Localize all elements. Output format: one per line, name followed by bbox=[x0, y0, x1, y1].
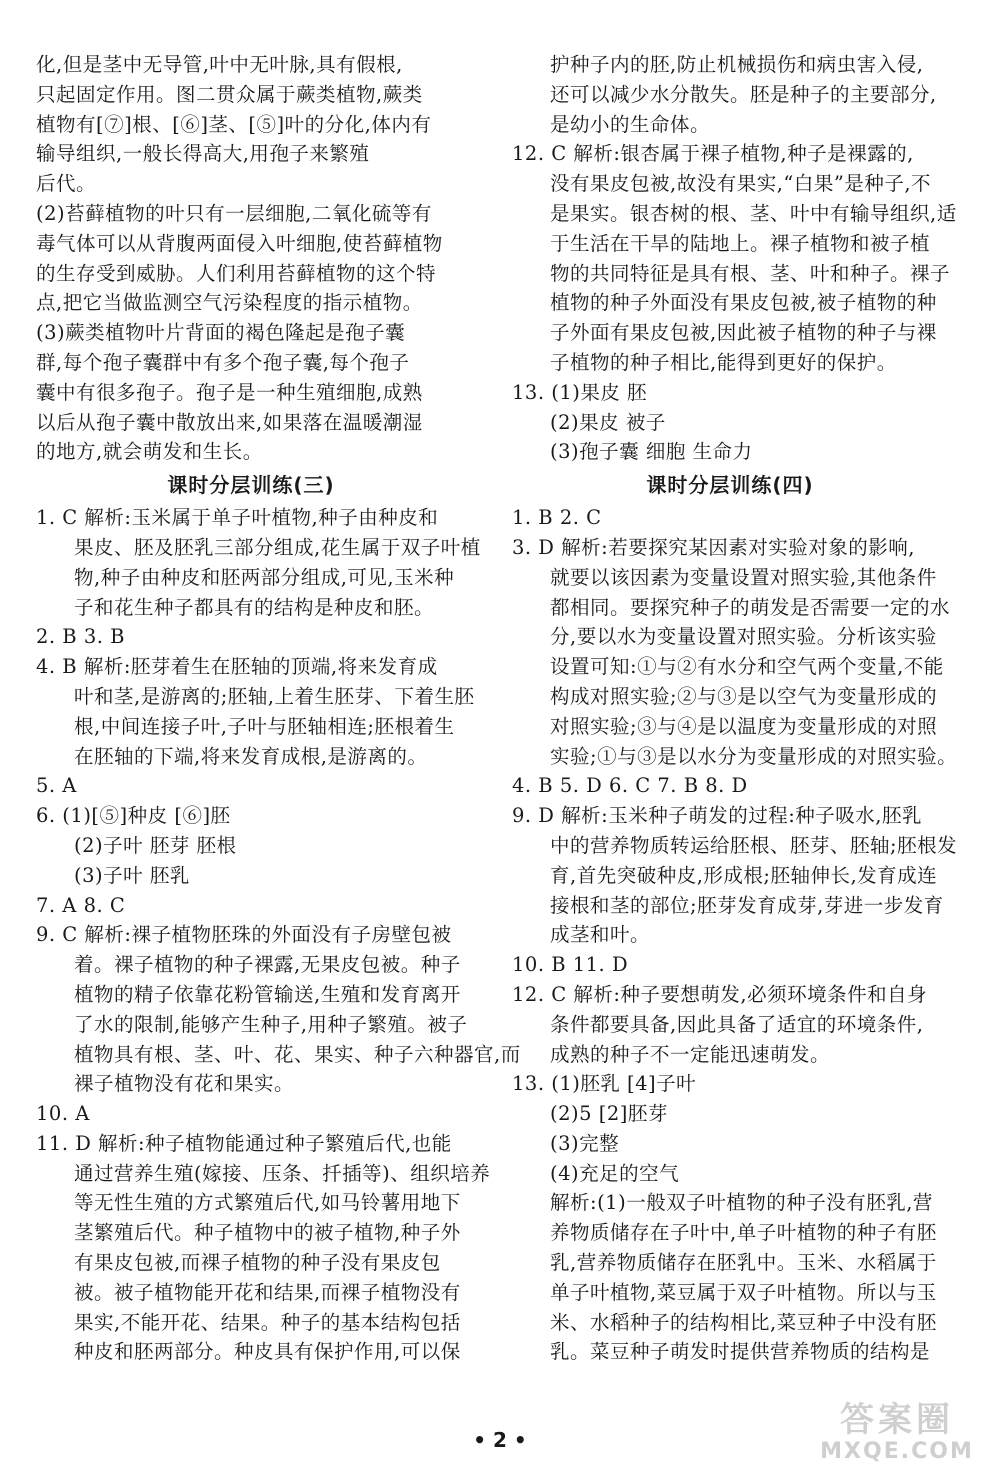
text-line: 着。裸子植物的种子裸露,无果皮包被。种子 bbox=[74, 953, 461, 977]
text-line: 裸子植物没有花和果实。 bbox=[74, 1072, 295, 1096]
text-line: 解析:(1)一般双子叶植物的种子没有胚乳,营 bbox=[550, 1191, 933, 1215]
text-line: 群,每个孢子囊群中有多个孢子囊,每个孢子 bbox=[36, 350, 410, 374]
text-line: 果实,不能开花、结果。种子的基本结构包括 bbox=[74, 1310, 461, 1334]
text-line: (3)完整 bbox=[550, 1131, 620, 1155]
answer-line: 2. B 3. B bbox=[36, 625, 125, 649]
answer-line: 7. A 8. C bbox=[36, 893, 126, 917]
text-line: 对照实验;③与④是以温度为变量形成的对照 bbox=[550, 714, 938, 738]
answer-line: 10. A bbox=[36, 1102, 90, 1126]
watermark-text: 答案圈 bbox=[840, 1400, 954, 1440]
right-column bbox=[512, 50, 958, 1367]
text-line: 植物的精子依靠花粉管输送,生殖和发育离开 bbox=[74, 982, 461, 1006]
text-line: 囊中有很多孢子。孢子是一种生殖细胞,成熟 bbox=[36, 380, 423, 404]
answer-line: 6. (1)[⑤]种皮 [⑥]胚 bbox=[36, 804, 231, 828]
text-line: 条件都要具备,因此具备了适宜的环境条件, bbox=[550, 1012, 924, 1036]
answer-line: 5. A bbox=[36, 774, 77, 798]
text-line: (3)孢子囊 细胞 生命力 bbox=[550, 440, 753, 464]
answer-line: 1. C 解析:玉米属于单子叶植物,种子由种皮和 bbox=[36, 506, 439, 530]
answer-line: 9. C 解析:裸子植物胚珠的外面没有子房壁包被 bbox=[36, 923, 452, 947]
text-line: (4)充足的空气 bbox=[550, 1161, 680, 1185]
text-line: 育,首先突破种皮,形成根;胚轴伸长,发育成连 bbox=[550, 863, 938, 887]
text-line: 通过营养生殖(嫁接、压条、扦插等)、组织培养 bbox=[74, 1161, 491, 1185]
page-number: • 2 • bbox=[473, 1428, 527, 1452]
text-line: 没有果皮包被,故没有果实,“白果”是种子,不 bbox=[550, 172, 932, 196]
text-line: 乳。菜豆种子萌发时提供营养物质的结构是 bbox=[550, 1340, 931, 1364]
text-line: 成茎和叶。 bbox=[550, 923, 651, 947]
text-line: 就要以该因素为变量设置对照实验,其他条件 bbox=[550, 565, 937, 589]
text-line: 有果皮包被,而裸子植物的种子没有果皮包 bbox=[74, 1251, 441, 1275]
text-line: 叶和茎,是游离的;胚轴,上着生胚芽、下着生胚 bbox=[74, 684, 475, 708]
section-heading: 课时分层训练(四) bbox=[646, 473, 814, 498]
text-line: 物,种子由种皮和胚两部分组成,可见,玉米种 bbox=[74, 565, 455, 589]
text-line: 于生活在干旱的陆地上。裸子植物和被子植 bbox=[550, 231, 931, 255]
text-line: 等无性生殖的方式繁殖后代,如马铃薯用地下 bbox=[74, 1191, 461, 1215]
answer-line: 3. D 解析:若要探究某因素对实验对象的影响, bbox=[512, 535, 915, 559]
text-line: 在胚轴的下端,将来发育成根,是游离的。 bbox=[74, 744, 428, 768]
watermark-url: MXQE.COM bbox=[820, 1439, 974, 1464]
text-line: 是幼小的生命体。 bbox=[550, 112, 711, 136]
left-column bbox=[36, 50, 521, 1367]
text-line: 植物具有根、茎、叶、花、果实、种子六种器官,而 bbox=[74, 1042, 521, 1066]
text-line: (2)果皮 被子 bbox=[550, 410, 666, 434]
text-line: 化,但是茎中无导管,叶中无叶脉,具有假根, bbox=[36, 53, 403, 76]
text-line: 以后从孢子囊中散放出来,如果落在温暖潮湿 bbox=[36, 410, 423, 434]
text-line: 构成对照实验;②与③是以空气为变量形成的 bbox=[550, 684, 938, 708]
text-line: 果皮、胚及胚乳三部分组成,花生属于双子叶植 bbox=[74, 535, 481, 559]
text-line: 的地方,就会萌发和生长。 bbox=[36, 440, 263, 464]
text-line: 毒气体可以从背腹两面侵入叶细胞,使苔藓植物 bbox=[36, 231, 443, 255]
text-line: 乳,营养物质储存在胚乳中。玉米、水稻属于 bbox=[550, 1251, 937, 1275]
text-line: 被。被子植物能开花和结果,而裸子植物没有 bbox=[74, 1280, 461, 1304]
text-line: 实验;①与③是以水分为变量形成的对照实验。 bbox=[550, 744, 958, 768]
text-line: 都相同。要探究种子的萌发是否需要一定的水 bbox=[550, 595, 951, 619]
text-line: 植物的种子外面没有果皮包被,被子植物的种 bbox=[550, 291, 937, 315]
text-line: (3)子叶 胚乳 bbox=[74, 863, 190, 887]
text-line: 子植物的种子相比,能得到更好的保护。 bbox=[550, 350, 897, 374]
text-line: 是果实。银杏树的根、茎、叶中有输导组织,适 bbox=[550, 201, 957, 225]
section-heading: 课时分层训练(三) bbox=[167, 473, 335, 498]
text-line: (2)苔藓植物的叶只有一层细胞,二氧化硫等有 bbox=[36, 201, 432, 225]
answer-line: 11. D 解析:种子植物能通过种子繁殖后代,也能 bbox=[36, 1131, 452, 1155]
text-line: (2)5 [2]胚芽 bbox=[550, 1102, 668, 1126]
answer-line: 1. B 2. C bbox=[512, 506, 602, 530]
text-line: 的生存受到威胁。人们利用苔藓植物的这个特 bbox=[36, 261, 437, 285]
text-line: 根,中间连接子叶,子叶与胚轴相连;胚根着生 bbox=[74, 714, 455, 738]
text-line: 护种子内的胚,防止机械损伤和病虫害入侵, bbox=[550, 53, 924, 76]
answer-line: 4. B 解析:胚芽着生在胚轴的顶端,将来发育成 bbox=[36, 655, 438, 679]
text-line: 还可以减少水分散失。胚是种子的主要部分, bbox=[550, 82, 937, 106]
text-line: 接根和茎的部位;胚芽发育成芽,芽进一步发育 bbox=[550, 893, 944, 917]
answer-line: 12. C 解析:银杏属于裸子植物,种子是裸露的, bbox=[512, 142, 914, 166]
text-line: 了水的限制,能够产生种子,用种子繁殖。被子 bbox=[74, 1012, 468, 1036]
text-line: 养物质储存在子叶中,单子叶植物的种子有胚 bbox=[550, 1221, 937, 1245]
answer-line: 4. B 5. D 6. C 7. B 8. D bbox=[512, 774, 748, 798]
text-line: 子外面有果皮包被,因此被子植物的种子与裸 bbox=[550, 321, 937, 345]
text-line: 茎繁殖后代。种子植物中的被子植物,种子外 bbox=[74, 1221, 461, 1245]
answer-line: 13. (1)胚乳 [4]子叶 bbox=[512, 1072, 697, 1096]
text-line: 输导组织,一般长得高大,用孢子来繁殖 bbox=[36, 142, 370, 166]
text-line: 分,要以水为变量设置对照实验。分析该实验 bbox=[550, 625, 937, 649]
text-line: 点,把它当做监测空气污染程度的指示植物。 bbox=[36, 291, 423, 315]
answer-line: 13. (1)果皮 胚 bbox=[512, 380, 648, 404]
text-line: 中的营养物质转运给胚根、胚芽、胚轴;胚根发 bbox=[550, 833, 958, 857]
text-line: 种皮和胚两部分。种皮具有保护作用,可以保 bbox=[74, 1340, 461, 1364]
answer-line: 9. D 解析:玉米种子萌发的过程:种子吸水,胚乳 bbox=[512, 804, 922, 828]
text-line: 只起固定作用。图二贯众属于蕨类植物,蕨类 bbox=[36, 82, 423, 106]
text-line: 后代。 bbox=[36, 172, 97, 196]
text-line: 成熟的种子不一定能迅速萌发。 bbox=[550, 1042, 831, 1066]
text-line: 单子叶植物,菜豆属于双子叶植物。所以与玉 bbox=[550, 1280, 937, 1304]
text-line: 子和花生种子都具有的结构是种皮和胚。 bbox=[74, 595, 435, 619]
text-line: 植物有[⑦]根、[⑥]茎、[⑤]叶的分化,体内有 bbox=[36, 112, 432, 136]
text-line: (3)蕨类植物叶片背面的褐色隆起是孢子囊 bbox=[36, 321, 406, 345]
text-line: (2)子叶 胚芽 胚根 bbox=[74, 833, 237, 857]
answer-line: 10. B 11. D bbox=[512, 953, 629, 977]
watermark-logo bbox=[802, 1400, 992, 1470]
answer-line: 12. C 解析:种子要想萌发,必须环境条件和自身 bbox=[512, 982, 928, 1006]
text-line: 设置可知:①与②有水分和空气两个变量,不能 bbox=[550, 655, 944, 679]
text-line: 物的共同特征是具有根、茎、叶和种子。裸子 bbox=[550, 261, 951, 285]
text-line: 米、水稻种子的结构相比,菜豆种子中没有胚 bbox=[550, 1310, 937, 1334]
